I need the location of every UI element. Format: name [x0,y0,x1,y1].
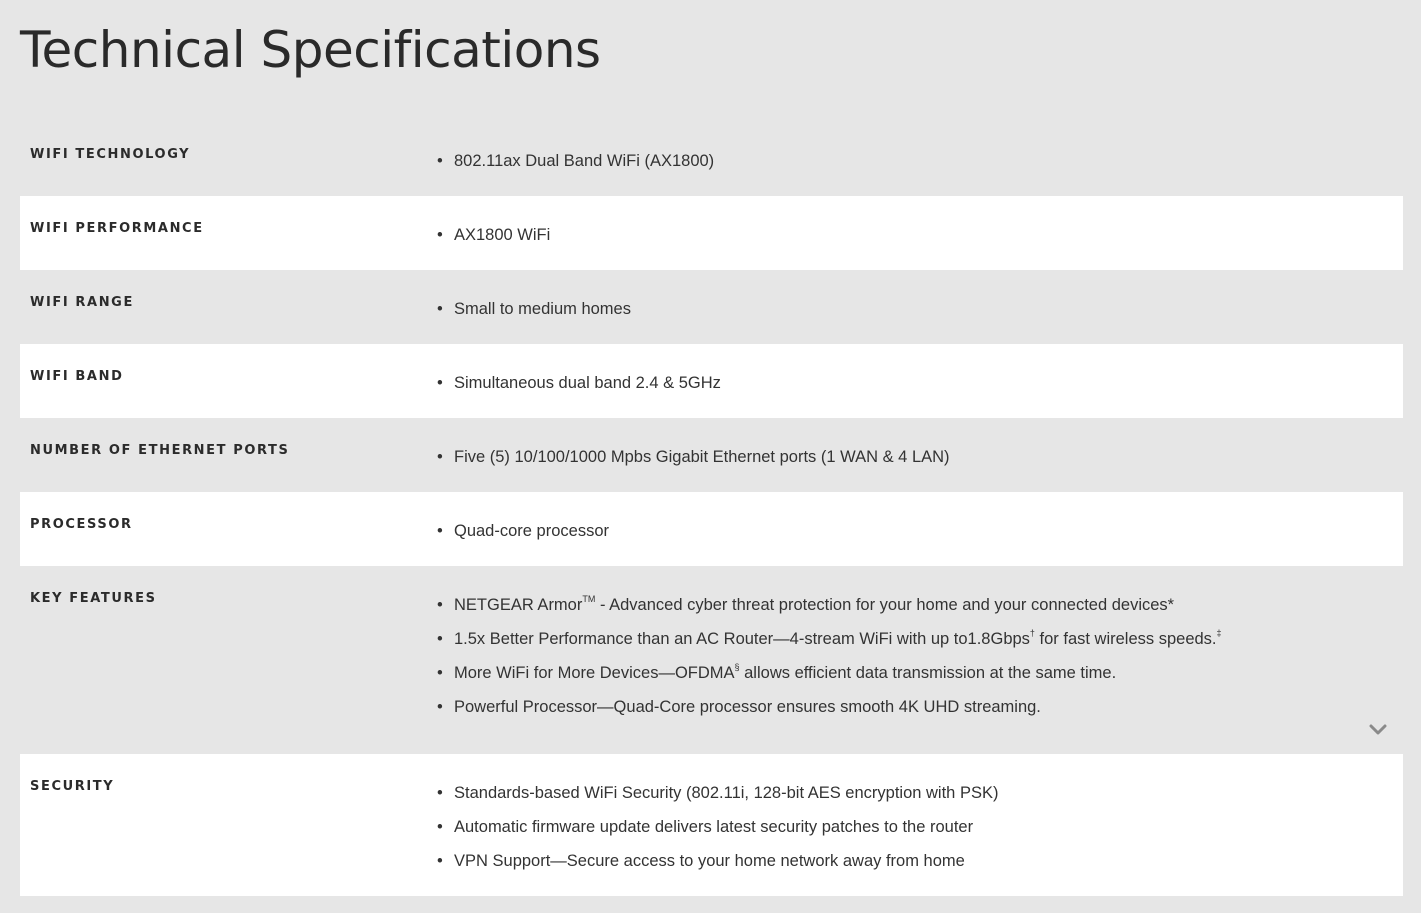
footnote-section: § [734,662,740,672]
bullet-icon: • [437,784,443,802]
bullet-icon: • [437,818,443,836]
spec-values [435,292,631,326]
spec-value: • Powerful Processor—Quad-Core processor ensures smooth 4K UHD streaming. [435,690,1222,724]
spec-row-wifi-band [20,344,1403,418]
spec-value: • Five (5) 10/100/1000 Mpbs Gigabit Ethernet ports (1 WAN & 4 LAN) [435,440,950,474]
spec-value: • Standards-based WiFi Security (802.11i, 128-bit AES encryption with PSK) [435,776,998,810]
spec-value: • 1.5x Better Performance than an AC Router—4-stream WiFi with up to1.8Gbps† for fast wireless speeds.‡ [435,622,1222,656]
bullet-icon: • [437,152,443,170]
chevron-down-icon[interactable] [1369,724,1387,736]
spec-row-ethernet-ports [20,418,1403,492]
bullet-icon: • [437,698,443,716]
spec-value: • VPN Support—Secure access to your home network away from home [435,844,998,878]
spec-table [20,122,1403,896]
spec-label: WIFI PERFORMANCE [30,221,204,236]
spec-row-wifi-range [20,270,1403,344]
bullet-icon: • [437,226,443,244]
spec-value: • NETGEAR Armor™ - Advanced cyber threat protection for your home and your connected devices* [435,588,1222,622]
spec-values [435,514,609,548]
spec-values [435,144,714,178]
spec-label: KEY FEATURES [30,591,157,606]
spec-row-wifi-performance [20,196,1403,270]
spec-row-security [20,754,1403,896]
spec-label: SECURITY [30,779,115,794]
bullet-icon: • [437,448,443,466]
spec-value: • More WiFi for More Devices—OFDMA§ allows efficient data transmission at the same time. [435,656,1222,690]
spec-label: WIFI BAND [30,369,124,384]
spec-values [435,218,550,252]
spec-value: • Quad-core processor [435,514,609,548]
bullet-icon: • [437,630,443,648]
page-title: Technical Specifications [20,21,601,79]
spec-row-wifi-technology [20,122,1403,196]
spec-values [435,588,1222,724]
spec-values [435,776,998,878]
spec-value: • Simultaneous dual band 2.4 & 5GHz [435,366,721,400]
bullet-icon: • [437,664,443,682]
spec-value: • Small to medium homes [435,292,631,326]
bullet-icon: • [437,852,443,870]
footnote-double-dagger: ‡ [1216,628,1222,638]
spec-values [435,366,721,400]
trademark-mark: TM [582,594,596,604]
spec-label: WIFI TECHNOLOGY [30,147,191,162]
spec-values [435,440,950,474]
spec-row-processor [20,492,1403,566]
bullet-icon: • [437,522,443,540]
bullet-icon: • [437,596,443,614]
spec-value: • 802.11ax Dual Band WiFi (AX1800) [435,144,714,178]
bullet-icon: • [437,300,443,318]
spec-label: WIFI RANGE [30,295,134,310]
spec-row-key-features [20,566,1403,754]
footnote-dagger: † [1029,628,1035,638]
spec-value: • AX1800 WiFi [435,218,550,252]
spec-label: NUMBER OF ETHERNET PORTS [30,443,290,458]
spec-value: • Automatic firmware update delivers latest security patches to the router [435,810,998,844]
spec-label: PROCESSOR [30,517,133,532]
bullet-icon: • [437,374,443,392]
